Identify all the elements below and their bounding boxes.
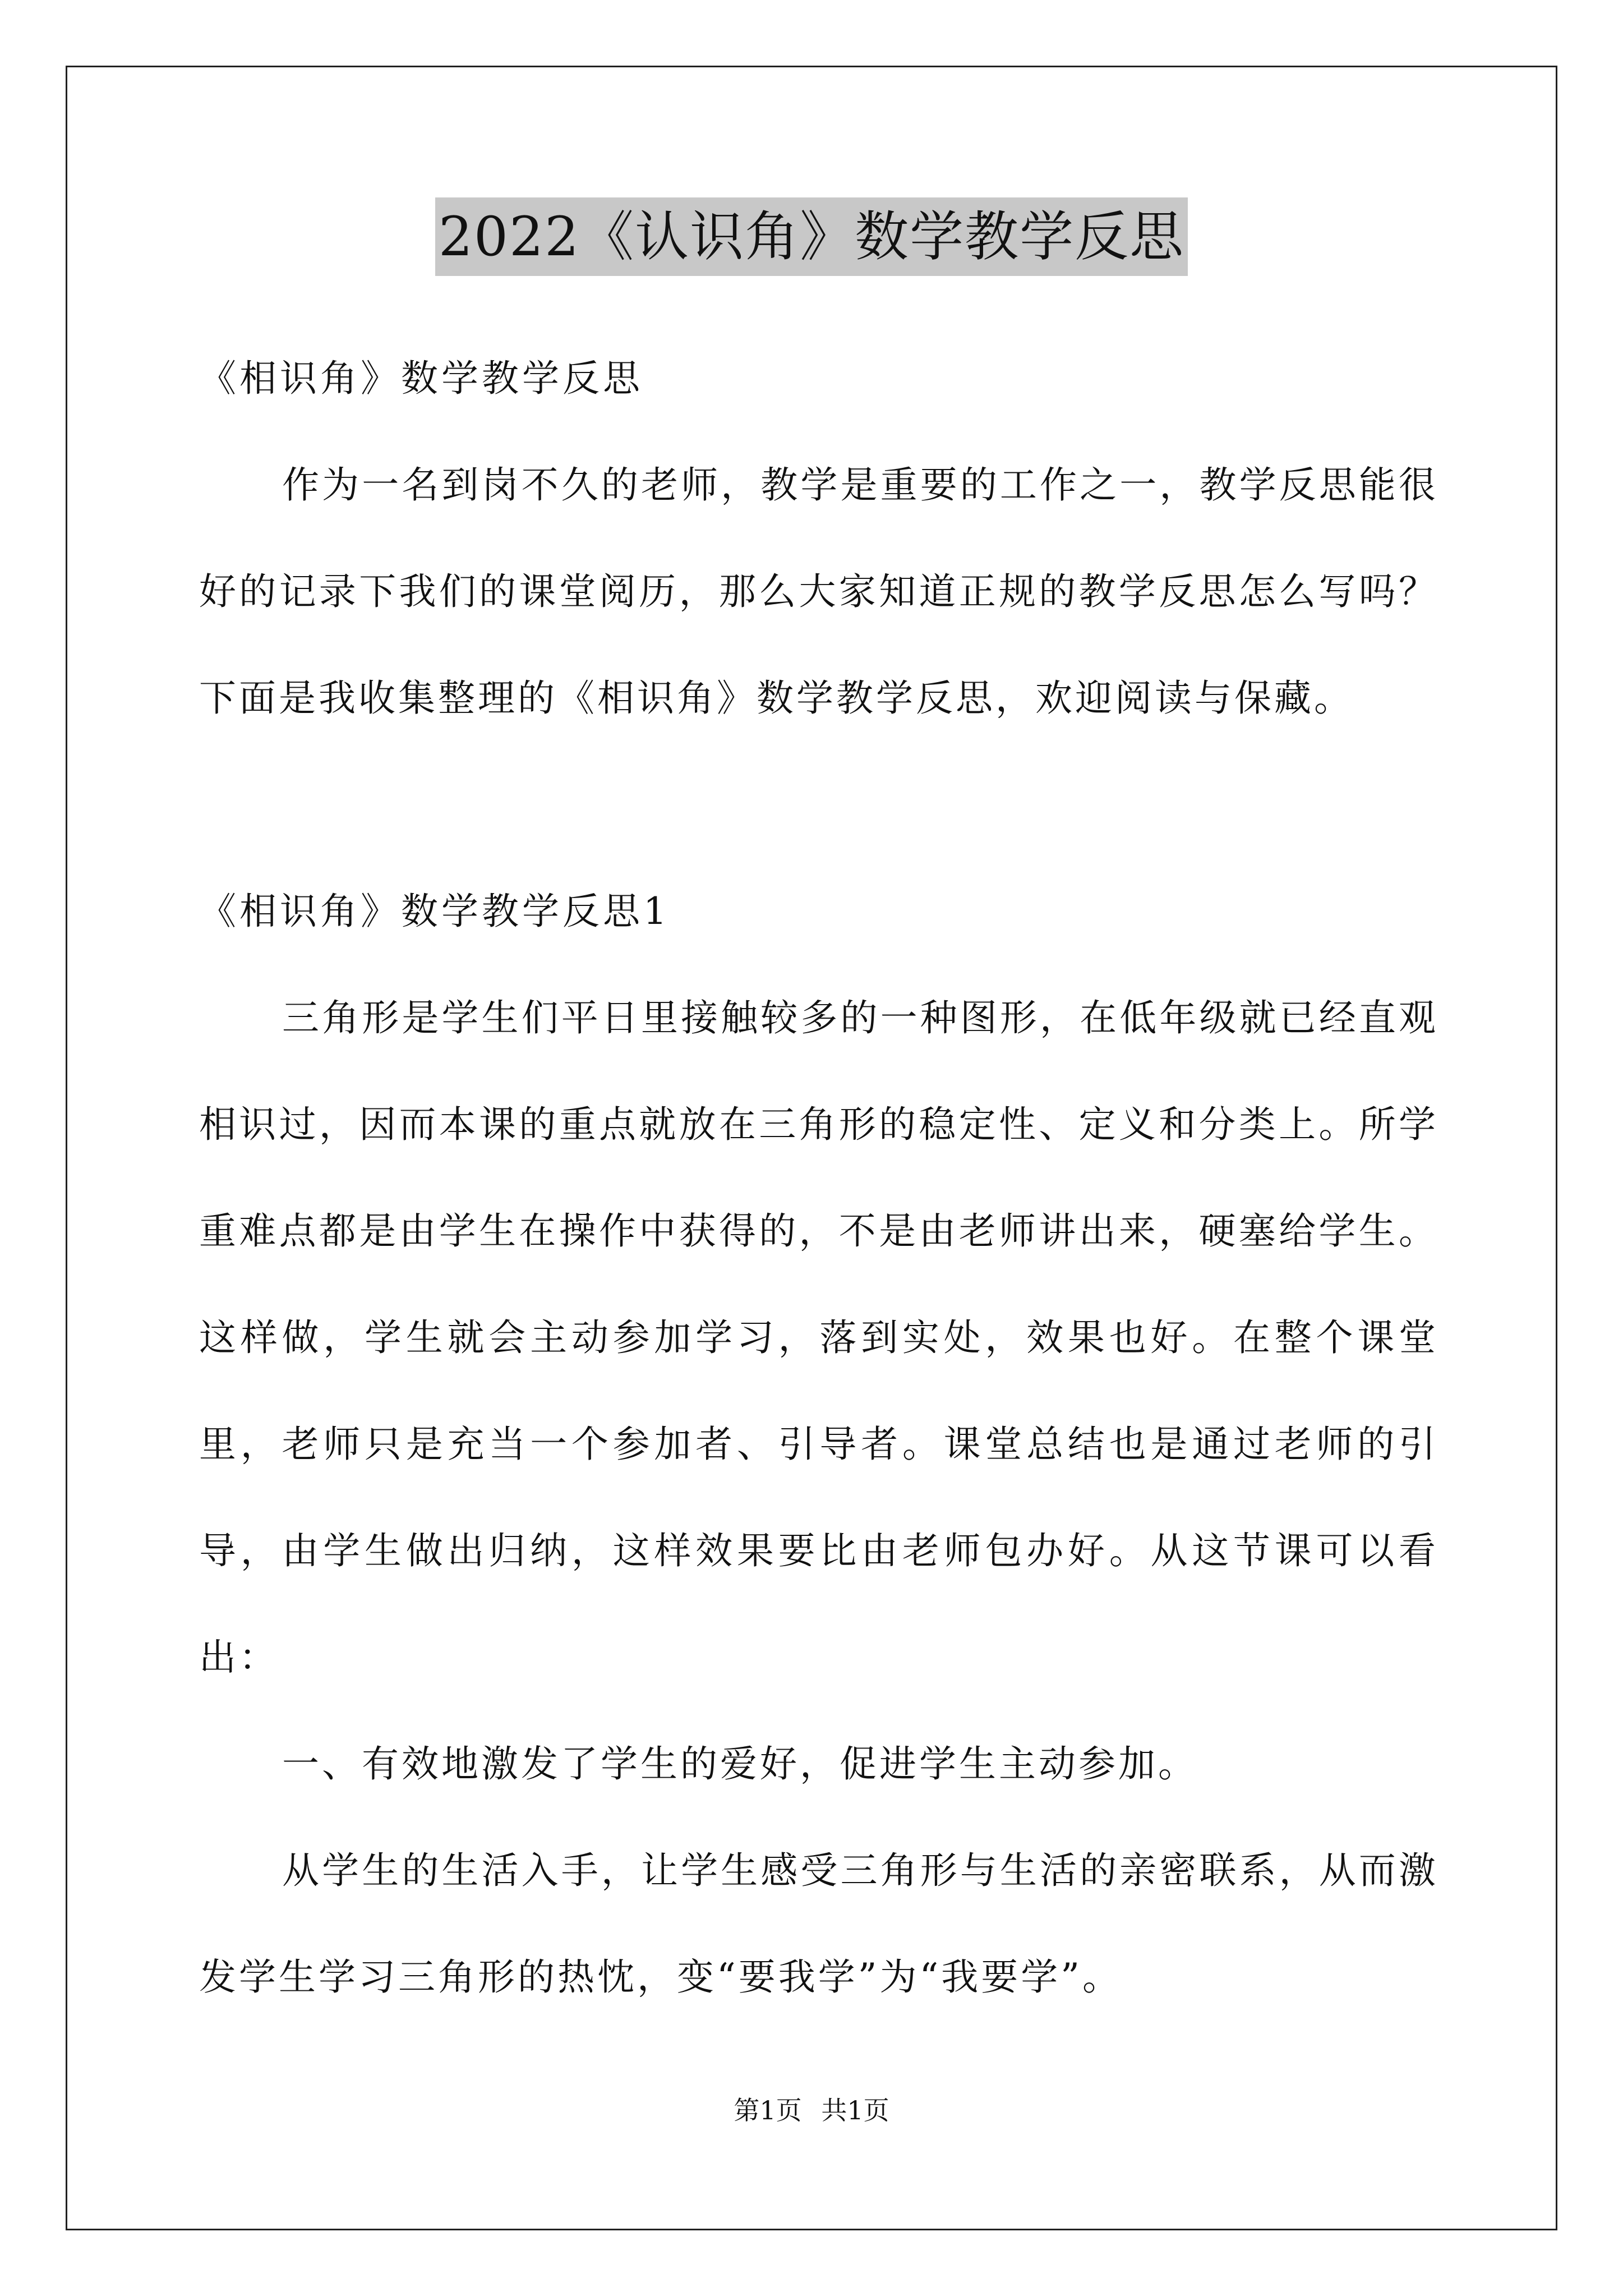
- page-number: 第1页: [734, 2095, 802, 2125]
- title-wrap: [0, 197, 1623, 276]
- body-paragraph: 三角形是学生们平日里接触较多的一种图形，在低年级就已经直观相识过，因而本课的重点就放在三角形的稳定性、定义和分类上。所学重难点都是由学生在操作中获得的，不是由老师讲出来，硬塞给学生。这样做，学生就会主动参加学习，落到实处，效果也好。在整个课堂里，老师只是充当一个参加者、引导者。课堂总结也是通过老师的引导，由学生做出归纳，这样效果要比由老师包办好。从这节课可以看出：: [199, 996, 1438, 1679]
- page-footer: [0, 2093, 1623, 2127]
- document-title: 2022《认识角》数学教学反思: [435, 197, 1188, 276]
- body-paragraph: 从学生的生活入手，让学生感受三角形与生活的亲密联系，从而激发学生学习三角形的热忱，变“要我学”为“我要学”。: [199, 1849, 1438, 1999]
- point-heading: 一、有效地激发了学生的爱好，促进学生主动参加。: [282, 1742, 1198, 1786]
- page-total: 共1页: [821, 2095, 889, 2125]
- section-heading: 《相识角》数学教学反思1: [199, 890, 670, 933]
- intro-paragraph: 作为一名到岗不久的老师，教学是重要的工作之一，教学反思能很好的记录下我们的课堂阅历，那么大家知道正规的教学反思怎么写吗？下面是我收集整理的《相识角》数学教学反思，欢迎阅读与保藏。: [199, 463, 1438, 720]
- subheading: 《相识角》数学教学反思: [199, 357, 643, 400]
